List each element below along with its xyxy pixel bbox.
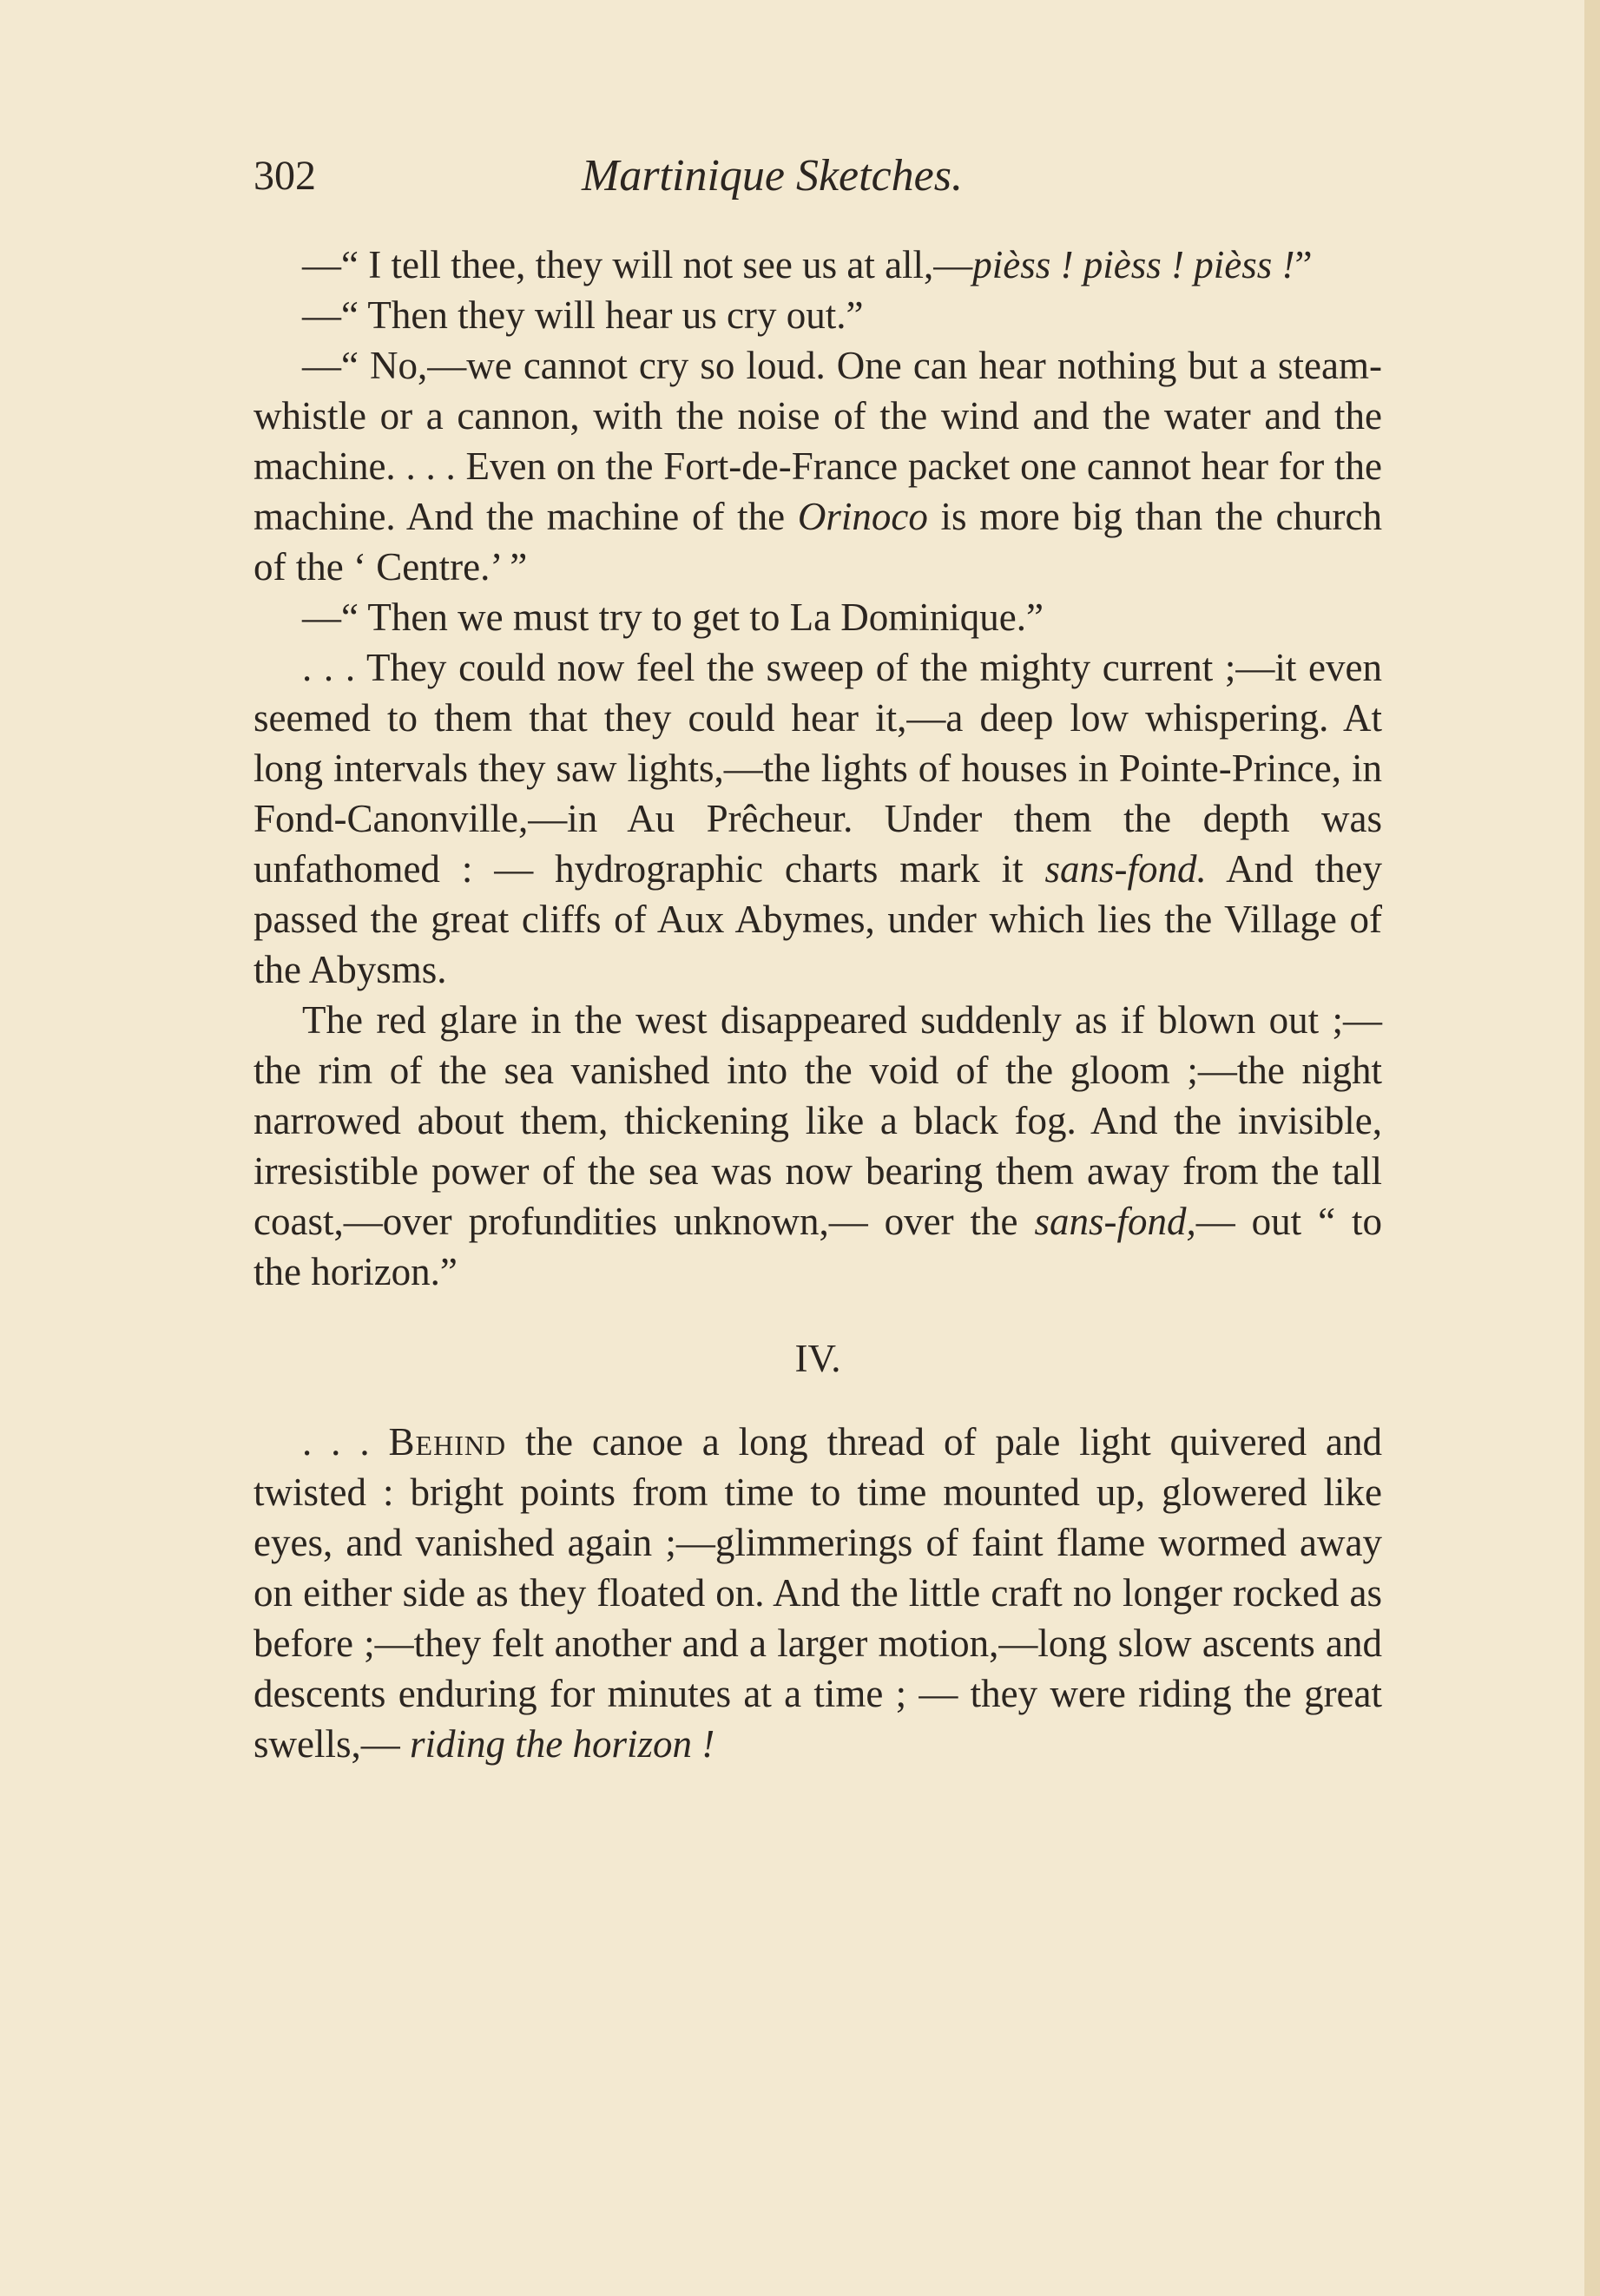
paragraph <box>253 642 1382 995</box>
paragraph <box>253 592 1382 642</box>
paragraph <box>253 290 1382 340</box>
text-run: —“ Then they will hear us cry out.” <box>302 293 864 337</box>
text-run: IV. <box>794 1337 841 1380</box>
text-run: . . . They could now feel the sweep of the mighty current ;—it even seemed to them that they could hear it,—a deep low whispering. At long intervals they saw lights,—the lights of houses in Pointe-Prince, in Fond-Canonville,—in Au Prêcheur. Under them the depth was unfathomed : — hydrographic charts mark it <box>253 646 1382 891</box>
paragraph <box>253 340 1382 592</box>
paragraph <box>253 240 1382 290</box>
italic-text: riding the horizon ! <box>410 1722 715 1766</box>
text-run: The red glare in the west disappeared suddenly as if blown out ;—the rim of the sea vanished into the void of the gloom ;—the night narrowed about them, thickening like a black fog. And the invisible, irresistible power of the sea was now bearing them away from the tall coast,—over profundities unknown,— over the <box>253 998 1382 1243</box>
text-run: —“ No,—we cannot cry so loud. One can hear nothing but a steam-whistle or a cannon, with the noise of the wind and the water and the machine. . . . Even on the Fort-de-France packet one cannot hear for the machine. And the machine of the <box>253 344 1382 538</box>
italic-text: pièss ! pièss ! pièss ! <box>972 243 1295 286</box>
text-run: And they passed the great cliffs of Aux Abymes, under which lies the Village of the Abysms. <box>253 847 1382 991</box>
text-run: — out “ to the horizon.” <box>253 1200 1382 1293</box>
running-title: Martinique Sketches. <box>582 151 963 201</box>
page-edge <box>1584 0 1600 2296</box>
text-run: is more big than the church of the ‘ Centre.’ ” <box>253 495 1382 589</box>
italic-text: sans-fond, <box>1034 1200 1196 1243</box>
text-run: ” <box>1294 243 1313 286</box>
text-run: —“ Then we must try to get to La Dominique.” <box>302 595 1044 639</box>
section-number <box>253 1333 1382 1384</box>
page-number: 302 <box>253 153 316 199</box>
body-text <box>253 240 1382 1769</box>
paragraph <box>253 995 1382 1297</box>
italic-text: Orinoco <box>797 495 928 538</box>
text-run: the canoe a long thread of pale light quivered and twisted : bright points from time to time mounted up, glowered like eyes, and vanished again ;—glimmerings of faint flame wormed away on either side as they floated on. And the little craft no longer rocked as before ;—they felt another and a larger motion,—long slow ascents and descents enduring for minutes at a time ; — they were riding the great swells,— <box>253 1420 1382 1766</box>
running-head <box>253 146 1382 207</box>
text-run: —“ I tell thee, they will not see us at all,— <box>302 243 973 286</box>
italic-text: sans-fond. <box>1044 847 1207 891</box>
smallcaps-text: Behind <box>388 1420 507 1464</box>
paragraph <box>253 1417 1382 1769</box>
text-run: . . . <box>302 1420 389 1464</box>
